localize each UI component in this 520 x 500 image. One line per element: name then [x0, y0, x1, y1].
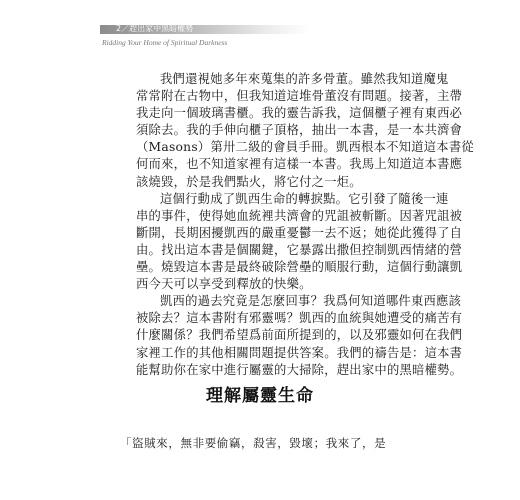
- paragraph-3: [136, 293, 463, 378]
- text-line: 我們還視她多年來蒐集的許多骨董。雖然我知道魔鬼: [160, 72, 449, 86]
- text-line: 串的事件，使得她血統裡共濟會的咒詛被斬斷。因著咒詛被: [136, 208, 463, 223]
- text-line: 西今天可以享受到釋放的快樂。: [136, 277, 312, 292]
- text-line: 被除去？這本書附有邪靈嗎？凱西的血統與她遭受的痛苦有: [136, 311, 463, 326]
- text-line: 壘。燒毀這本書是最終破除營壘的順服行動，這個行動讓凱: [136, 260, 463, 275]
- text-line: 何而來，也不知道家裡有這樣一本書。我馬上知道這本書應: [136, 157, 463, 172]
- scripture-quote: 「盜賊來，無非要偷竊，殺害，毀壞；我來了，是: [120, 436, 387, 450]
- text-line: 凱西的過去究竟是怎麼回事？我爲何知道哪件東西應該: [160, 294, 462, 309]
- text-line: 我走向一個玻璃書櫃。我的靈告訴我，這個櫃子裡有東西必: [136, 106, 463, 121]
- text-line: 什麼關係？我們希望爲前面所提到的，以及邪靈如何在我們: [136, 328, 463, 343]
- running-header-chapter: 2／趕出家中黑暗權勢: [116, 24, 194, 33]
- text-line: 家裡工作的其他相關問題提供答案。我們的禱告是：這本書: [136, 345, 463, 360]
- text-line: （Masons）第卅二級的會員手冊。凱西根本不知道這本書從: [136, 140, 474, 155]
- text-line: 這個行動成了凱西生命的轉捩點。它引發了隨後一連: [160, 191, 449, 206]
- body-text: [136, 71, 474, 379]
- text-line: 能幫助你在家中進行屬靈的大掃除，趕出家中的黑暗權勢。: [136, 362, 463, 377]
- text-line: 由。找出這本書是個關鍵，它暴露出撒但控制凱西情緒的營: [136, 242, 463, 257]
- text-line: 該燒毀，於是我們點火，將它付之一炬。: [136, 174, 362, 189]
- running-header-subtitle: Ridding Your Home of Spiritual Darkness: [102, 38, 228, 47]
- text-line: 須除去。我的手伸向櫃子頂格，抽出一本書，是一本共濟會: [136, 123, 463, 138]
- paragraph-2: [136, 191, 463, 294]
- text-line: 斷開，長期困擾凱西的嚴重憂鬱一去不返；她從此獲得了自: [136, 225, 463, 240]
- paragraph-1: [136, 71, 474, 191]
- text-line: 常常附在古物中，但我知道這堆骨董沒有問題。接著，主帶: [136, 89, 463, 104]
- section-heading: 理解屬靈生命: [206, 386, 314, 406]
